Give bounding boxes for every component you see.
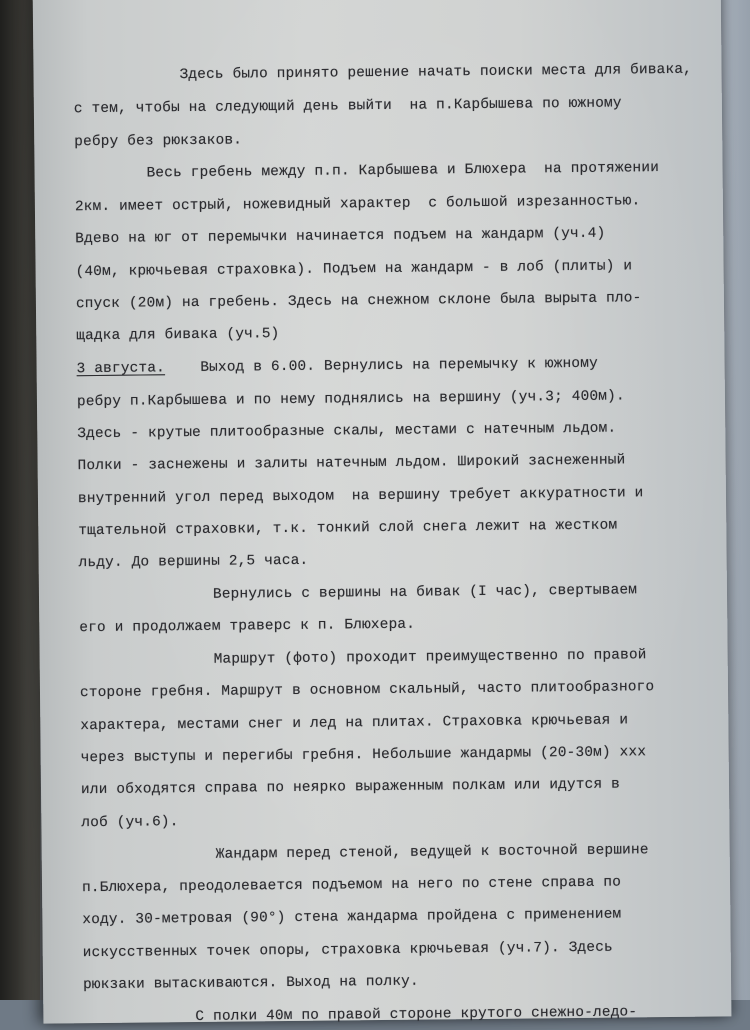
- text-line: Здесь было принято решение начать поиски места для бивака,: [179, 61, 693, 84]
- text-line: п.Блюхера, преодолевается подъемом на него по стене справа по: [81, 874, 622, 897]
- text-line: С полки 40м по правой стороне крутого снежно-ледо-: [195, 1004, 638, 1025]
- text-line: характера, местами снег и лед на плитах. Страховка крючьевая и: [80, 712, 629, 735]
- text-line: или обходятся справа по неярко выраженным полкам или идутся в: [80, 776, 621, 799]
- text-line: льду. До вершины 2,5 часа.: [78, 552, 309, 572]
- text-line: лоб (уч.6).: [81, 814, 179, 832]
- text-line: внутренний угол перед выходом на вершину требует аккуратности и: [77, 485, 644, 508]
- text-line: Вернулись с вершины на бивак (I час), свертываем: [212, 582, 638, 603]
- text-line: искусственных точек опоры, страховка крючьевая (уч.7). Здесь: [82, 939, 613, 962]
- typed-page: [33, 0, 732, 1024]
- entry-date: 3 августа.: [76, 360, 166, 378]
- text-line: ходу. 30-метровая (90°) стена жандарма пройдена с применением: [82, 906, 622, 929]
- text-line: щадка для бивака (уч.5): [76, 326, 280, 345]
- text-line: с тем, чтобы на следующий день выйти на п.Карбышева по южному: [73, 95, 622, 118]
- text-line: рюкзаки вытаскиваются. Выход на полку.: [82, 973, 419, 994]
- text-line: Маршрут (фото) проходит преимущественно по правой: [213, 647, 647, 668]
- text-line: тщательной страховки, т.к. тонкий слой снега лежит на жестком: [78, 517, 618, 540]
- text-line: его и продолжаем траверс к п. Блюхера.: [79, 616, 416, 637]
- text-line: Жандарм перед стеной, ведущей к восточной вершине: [215, 842, 649, 863]
- text-line: [76, 353, 598, 380]
- text-line: Вдево на юг от перемычки начинается подъем на жандарм (уч.4): [75, 225, 606, 248]
- entry-text: Выход в 6.00. Вернулись на перемычку к южному: [164, 355, 598, 377]
- text-line: ребру п.Карбышева и по нему поднялись на вершину (уч.3; 400м).: [76, 388, 625, 411]
- text-line: спуск (20м) на гребень. Здесь на снежном склоне была вырыта пло-: [75, 290, 642, 313]
- text-line: Весь гребень между п.п. Карбышева и Блюхера на протяжении: [146, 160, 660, 182]
- page-text: [73, 59, 703, 1025]
- text-line: (40м, крючьевая страховка). Подъем на жандарм - в лоб (плиты) и: [75, 258, 633, 281]
- text-line: через выступы и перегибы гребня. Небольшие жандармы (20-30м) xxx: [80, 744, 647, 767]
- text-line: 2км. имеет острый, ножевидный характер с большой изрезанностью.: [74, 193, 641, 216]
- text-line: стороне гребня. Маршрут в основном скальный, часто плитообразного: [79, 679, 655, 702]
- text-line: Здесь - крутые плитообразные скалы, местами с натечным льдом.: [77, 420, 617, 443]
- text-line: ребру без рюкзаков.: [74, 132, 243, 151]
- text-line: Полки - заснежены и залиты натечным льдом. Широкий заснеженный: [77, 452, 626, 475]
